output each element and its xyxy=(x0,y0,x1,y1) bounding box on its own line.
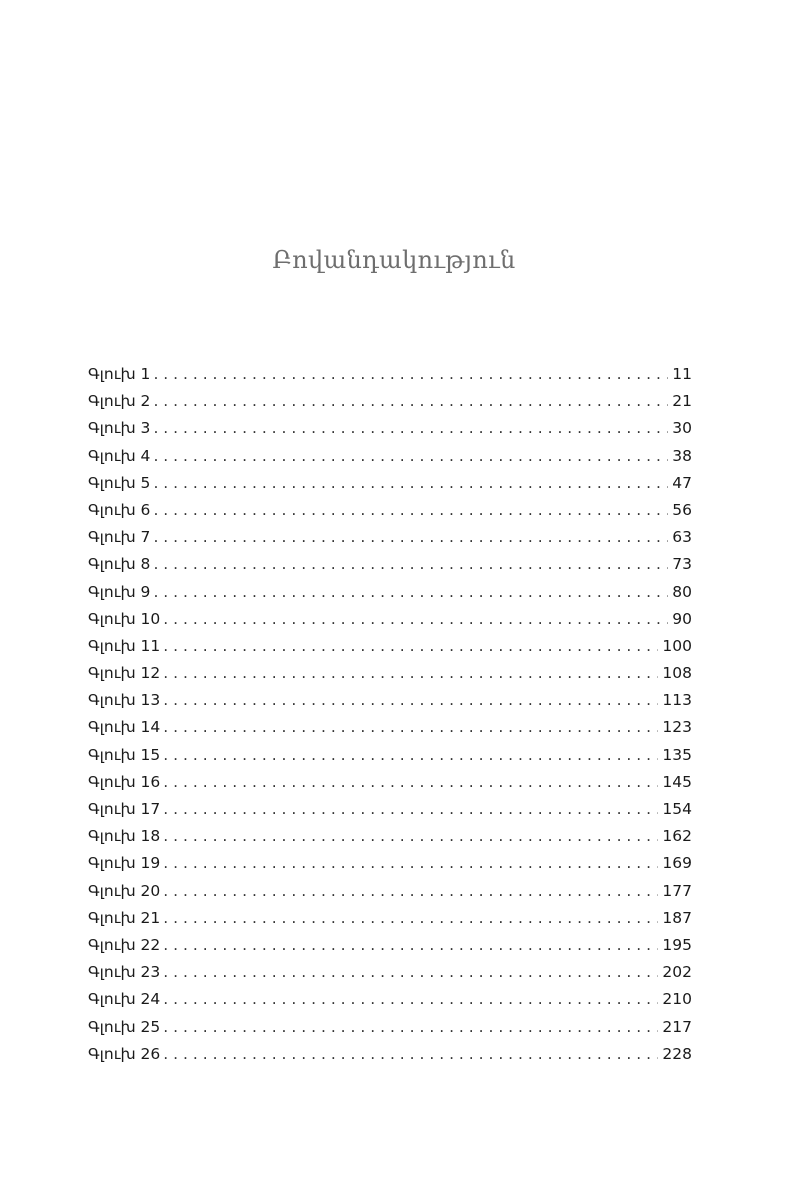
dot-leader xyxy=(163,660,658,687)
chapter-label: Գլուխ 3 xyxy=(88,419,151,438)
page-number: 135 xyxy=(662,745,692,764)
page-number: 113 xyxy=(662,691,692,710)
page-number: 169 xyxy=(662,854,692,873)
dot-leader xyxy=(153,443,668,470)
chapter-label: Գլուխ 25 xyxy=(88,1017,161,1036)
page-number: 187 xyxy=(662,908,692,927)
dot-leader xyxy=(163,905,658,932)
chapter-label: Գլուխ 15 xyxy=(88,745,161,764)
dot-leader xyxy=(163,959,658,986)
page-number: 162 xyxy=(662,827,692,846)
chapter-label: Գլուխ 21 xyxy=(88,908,161,927)
toc-entry xyxy=(88,579,692,606)
toc-entry xyxy=(88,443,692,470)
dot-leader xyxy=(163,742,658,769)
dot-leader xyxy=(153,551,668,578)
chapter-label: Գլուխ 2 xyxy=(88,392,151,411)
chapter-label: Գլուխ 18 xyxy=(88,827,161,846)
chapter-label: Գլուխ 16 xyxy=(88,772,161,791)
page-number: 47 xyxy=(672,473,692,492)
page-number: 108 xyxy=(662,664,692,683)
chapter-label: Գլուխ 24 xyxy=(88,990,161,1009)
page-number: 21 xyxy=(672,392,692,411)
toc-entry xyxy=(88,606,692,633)
toc-entry xyxy=(88,823,692,850)
dot-leader xyxy=(163,823,658,850)
dot-leader xyxy=(163,769,658,796)
page-number: 80 xyxy=(672,582,692,601)
dot-leader xyxy=(163,1041,658,1068)
chapter-label: Գլուխ 5 xyxy=(88,473,151,492)
chapter-label: Գլուխ 23 xyxy=(88,963,161,982)
page-number: 123 xyxy=(662,718,692,737)
toc-entry xyxy=(88,796,692,823)
page-number: 202 xyxy=(662,963,692,982)
dot-leader xyxy=(153,497,668,524)
page-number: 145 xyxy=(662,772,692,791)
toc-entry xyxy=(88,932,692,959)
chapter-label: Գլուխ 7 xyxy=(88,528,151,547)
toc-entry xyxy=(88,524,692,551)
dot-leader xyxy=(163,633,658,660)
chapter-label: Գլուխ 4 xyxy=(88,446,151,465)
chapter-label: Գլուխ 11 xyxy=(88,636,161,655)
chapter-label: Գլուխ 26 xyxy=(88,1044,161,1063)
dot-leader xyxy=(153,415,668,442)
toc-entry xyxy=(88,361,692,388)
toc-entry xyxy=(88,497,692,524)
page-number: 73 xyxy=(672,555,692,574)
toc-entry xyxy=(88,1041,692,1068)
page-number: 177 xyxy=(662,881,692,900)
chapter-label: Գլուխ 9 xyxy=(88,582,151,601)
page-number: 56 xyxy=(672,500,692,519)
toc-entry xyxy=(88,878,692,905)
page-number: 30 xyxy=(672,419,692,438)
toc-entry xyxy=(88,1014,692,1041)
toc-entry xyxy=(88,714,692,741)
toc-entry xyxy=(88,551,692,578)
toc-entry xyxy=(88,470,692,497)
dot-leader xyxy=(163,1014,658,1041)
toc-entry xyxy=(88,388,692,415)
chapter-label: Գլուխ 22 xyxy=(88,935,161,954)
chapter-label: Գլուխ 10 xyxy=(88,609,161,628)
dot-leader xyxy=(163,932,658,959)
chapter-label: Գլուխ 17 xyxy=(88,800,161,818)
dot-leader xyxy=(163,986,658,1013)
dot-leader xyxy=(153,388,668,415)
page-number: 154 xyxy=(662,800,692,818)
toc-entry xyxy=(88,660,692,687)
chapter-label: Գլուխ 13 xyxy=(88,691,161,710)
chapter-label: Գլուխ 20 xyxy=(88,881,161,900)
page-number: 11 xyxy=(672,365,692,383)
toc-entry xyxy=(88,850,692,877)
toc-entry xyxy=(88,986,692,1013)
page-number: 228 xyxy=(662,1044,692,1063)
chapter-label: Գլուխ 6 xyxy=(88,500,151,519)
dot-leader xyxy=(163,687,658,714)
page-number: 217 xyxy=(662,1017,692,1036)
page-number: 38 xyxy=(672,446,692,465)
dot-leader xyxy=(163,606,668,633)
page-number: 195 xyxy=(662,935,692,954)
chapter-label: Գլուխ 19 xyxy=(88,854,161,873)
toc-entry xyxy=(88,959,692,986)
toc-entry xyxy=(88,415,692,442)
toc-entry xyxy=(88,633,692,660)
chapter-label: Գլուխ 14 xyxy=(88,718,161,737)
page-number: 90 xyxy=(672,609,692,628)
toc-list xyxy=(88,361,692,1068)
dot-leader xyxy=(153,579,668,606)
dot-leader xyxy=(163,878,658,905)
dot-leader xyxy=(153,361,668,388)
toc-entry xyxy=(88,905,692,932)
chapter-label: Գլուխ 8 xyxy=(88,555,151,574)
toc-entry xyxy=(88,687,692,714)
page-number: 210 xyxy=(662,990,692,1009)
chapter-label: Գլուխ 1 xyxy=(88,365,151,383)
dot-leader xyxy=(153,524,668,551)
dot-leader xyxy=(163,850,658,877)
page-number: 100 xyxy=(662,636,692,655)
toc-entry xyxy=(88,769,692,796)
toc-entry xyxy=(88,742,692,769)
dot-leader xyxy=(153,470,668,497)
chapter-label: Գլուխ 12 xyxy=(88,664,161,683)
dot-leader xyxy=(163,714,658,741)
toc-title: Բովանդակություն xyxy=(272,246,516,274)
dot-leader xyxy=(163,796,658,823)
page-number: 63 xyxy=(672,528,692,547)
